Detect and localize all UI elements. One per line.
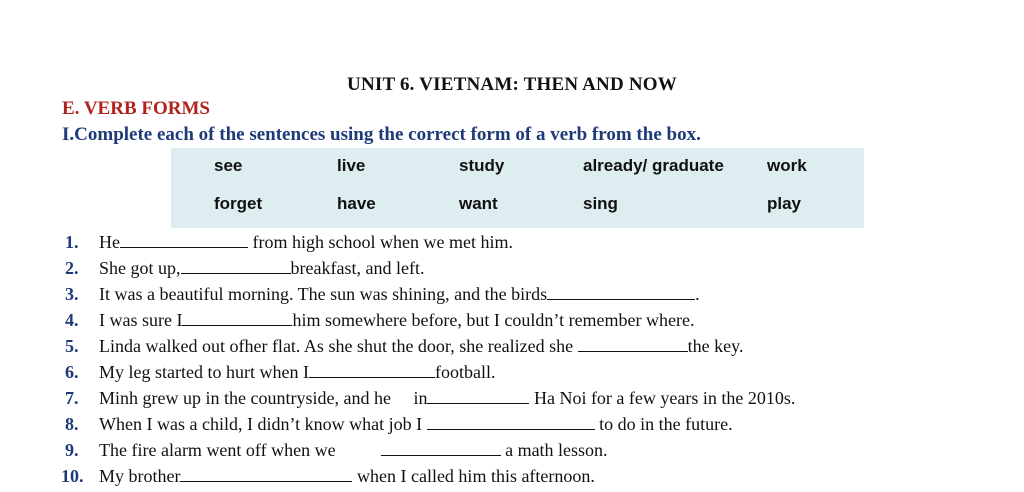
verb-word: play: [767, 194, 802, 213]
verb-word: study: [459, 156, 505, 175]
verb-word: have: [337, 194, 376, 213]
verb-word: forget: [214, 194, 263, 213]
item-number: 5.: [65, 336, 79, 356]
verb-word: see: [214, 156, 243, 175]
verb-box: [171, 148, 864, 228]
verb-word: work: [767, 156, 807, 175]
answer-blank[interactable]: [120, 232, 248, 248]
item-number: 8.: [65, 414, 79, 434]
answer-blank[interactable]: [547, 284, 695, 300]
answer-blank[interactable]: [181, 258, 291, 274]
item-number: 3.: [65, 284, 79, 304]
answer-blank[interactable]: [180, 466, 352, 482]
answer-blank[interactable]: [182, 310, 292, 326]
verb-word: already/ graduate: [583, 156, 724, 175]
answer-blank[interactable]: [309, 362, 435, 378]
item-number: 1.: [65, 232, 79, 252]
item-number: 9.: [65, 440, 79, 460]
verb-word: live: [337, 156, 366, 175]
sentence-text: When I was a child, I didn’t know what job I to do in the future.: [99, 414, 733, 434]
sentence-text: My leg started to hurt when I football.: [99, 362, 496, 382]
item-number: 10.: [61, 466, 84, 486]
instruction: I.Complete each of the sentences using the correct form of a verb from the box.: [62, 124, 701, 145]
unit-title: UNIT 6. VIETNAM: THEN AND NOW: [347, 74, 677, 95]
sentence-text: My brother when I called him this afternoon.: [99, 466, 595, 486]
sentence-text: It was a beautiful morning. The sun was shining, and the birds .: [99, 284, 700, 304]
sentence-text: Linda walked out ofher flat. As she shut the door, she realized she the key.: [99, 336, 744, 356]
item-number: 6.: [65, 362, 79, 382]
sentence-text: I was sure I him somewhere before, but I couldn’t remember where.: [99, 310, 695, 330]
sentence-text: She got up, breakfast, and left.: [99, 258, 425, 278]
verb-word: sing: [583, 194, 618, 213]
item-number: 7.: [65, 388, 79, 408]
answer-blank[interactable]: [427, 388, 529, 404]
answer-blank[interactable]: [427, 414, 595, 430]
answer-blank[interactable]: [381, 440, 501, 456]
section-title: E. VERB FORMS: [62, 98, 210, 119]
answer-blank[interactable]: [578, 336, 688, 352]
item-number: 2.: [65, 258, 79, 278]
item-number: 4.: [65, 310, 79, 330]
verb-word: want: [459, 194, 498, 213]
sentence-text: He from high school when we met him.: [99, 232, 513, 252]
sentence-text: Minh grew up in the countryside, and he in Ha Noi for a few years in the 2010s.: [99, 388, 796, 408]
sentence-text: The fire alarm went off when we a math lesson.: [99, 440, 608, 460]
